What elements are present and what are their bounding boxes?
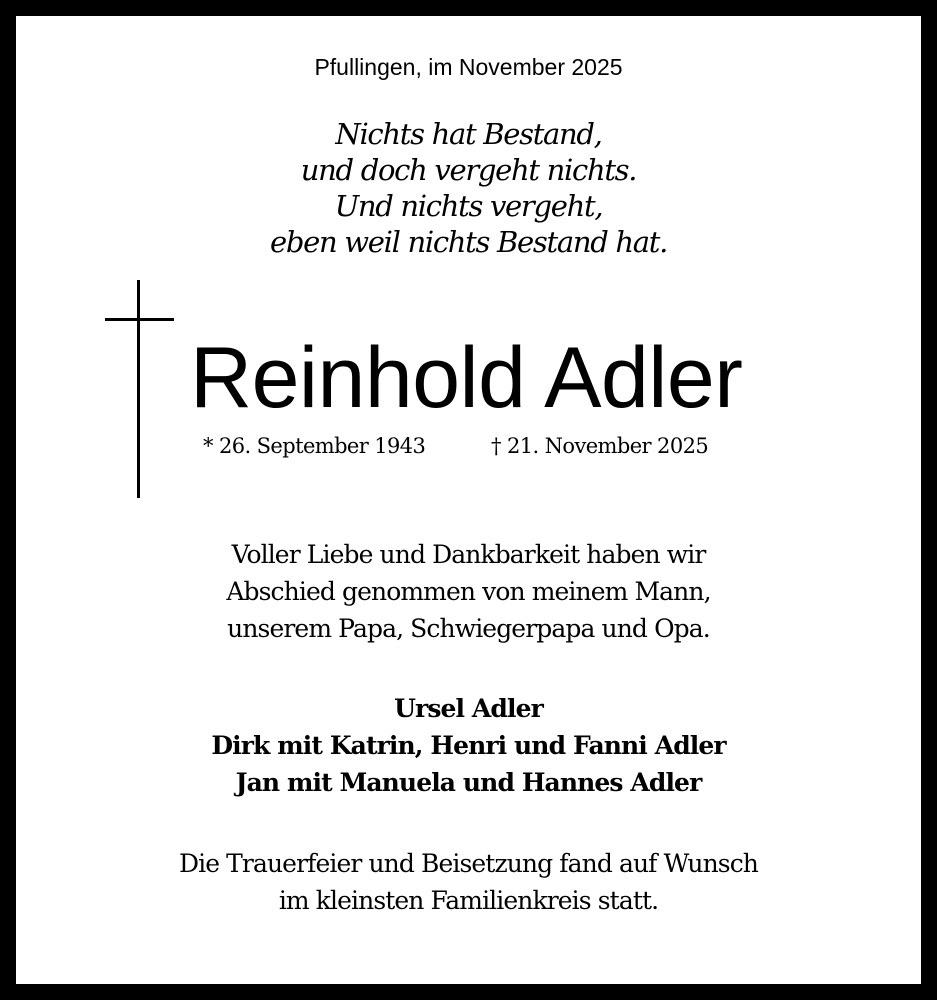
deceased-name: Reinhold Adler <box>190 330 743 426</box>
place-date: Pfullingen, im November 2025 <box>314 54 623 80</box>
funeral-line: Die Trauerfeier und Beisetzung fand auf Wunsch <box>178 849 759 878</box>
message-line: unserem Papa, Schwiegerpapa und Opa. <box>227 614 710 643</box>
cross-horizontal-bar <box>105 318 174 321</box>
family-line: Jan mit Manuela und Hannes Adler <box>235 768 702 797</box>
poem <box>16 116 921 260</box>
funeral-note <box>16 845 921 919</box>
poem-line: eben weil nichts Bestand hat. <box>269 225 668 259</box>
family-signatures <box>16 690 921 801</box>
birth-date: * 26. September 1943 <box>203 434 426 458</box>
death-date: † 21. November 2025 <box>491 434 709 458</box>
poem-line: und doch vergeht nichts. <box>300 153 637 187</box>
message-line: Voller Liebe und Dankbarkeit haben wir <box>231 540 706 569</box>
farewell-message <box>16 536 921 647</box>
family-line: Ursel Adler <box>394 694 543 723</box>
family-line: Dirk mit Katrin, Henri und Fanni Adler <box>211 731 726 760</box>
obituary-notice <box>16 16 921 984</box>
cross-vertical-bar <box>137 280 140 498</box>
message-line: Abschied genommen von meinem Mann, <box>226 577 711 606</box>
funeral-line: im kleinsten Familienkreis statt. <box>278 886 659 915</box>
poem-line: Und nichts vergeht, <box>334 189 603 223</box>
poem-line: Nichts hat Bestand, <box>335 117 602 151</box>
